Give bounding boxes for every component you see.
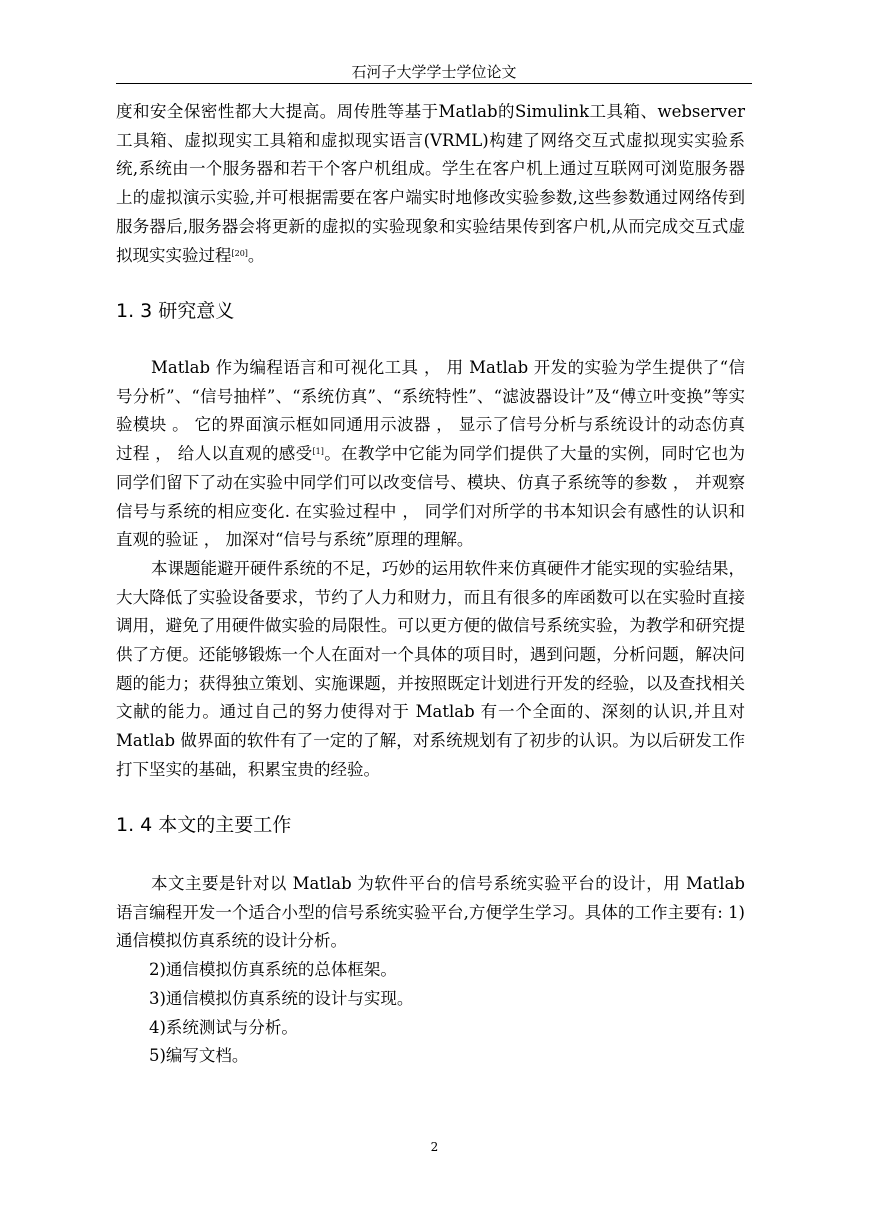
para-text: Matlab 作为编程语言和可视化工具 ， 用 Matlab 开发的实验为学生提供了“信号分析”、“信号抽样”、“系统仿真”、“系统特性”、“滤波器设计”及“傅立叶变换”等实验模块 。 它的界面演示框如同通用示波器 ， 显示了信号分析与系统设计的动态仿真过程 ， 给人以直观的感受 <box>116 358 745 464</box>
intro-tail: 。 <box>247 245 265 265</box>
section-heading-1-4: 1. 4 本文的主要工作 <box>116 814 292 836</box>
section-1-4-body <box>116 870 745 1071</box>
intro-paragraph <box>116 98 745 270</box>
citation: [20] <box>231 248 248 258</box>
para-text: 。在教学中它能为同学们提供了大量的实例，同时它也为同学们留下了动在实验中同学们可以改变信号、模块、仿真子系统等的参数 ， 并观察信号与系统的相应变化. 在实验过程中 ， 同学们对所学的书本知识会有感性的认识和直观的验证 ， 加深对“信号与系统”原理的理解。 <box>116 444 745 550</box>
page-number: 2 <box>430 1140 439 1154</box>
section-heading-1-3: 1. 3 研究意义 <box>116 300 235 322</box>
running-header: 石河子大学学士学位论文 <box>351 63 517 81</box>
header-rule <box>116 83 752 84</box>
section-1-3-para-2: 本课题能避开硬件系统的不足，巧妙的运用软件来仿真硬件才能实现的实验结果，大大降低了实验设备要求，节约了人力和财力，而且有很多的库函数可以在实验时直接调用，避免了用硬件做实验的局限性。可以更方便的做信号系统实验，为教学和研究提供了方便。还能够锻炼一个人在面对一个具体的项目时，遇到问题，分析问题，解决问题的能力；获得独立策划、实施课题，并按照既定计划进行开发的经验，以及查找相关文献的能力。通过自己的努力使得对于 Matlab 有一个全面的、深刻的认识,并且对 Matlab 做界面的软件有了一定的了解，对系统规划有了初步的认识。为以后研发工作打下坚实的基础，积累宝贵的经验。 <box>116 558 745 779</box>
section-1-4-para-1: 本文主要是针对以 Matlab 为软件平台的信号系统实验平台的设计，用 Matlab 语言编程开发一个适合小型的信号系统实验平台,方便学生学习。具体的工作主要有: 1)通信模拟仿真系统的设计分析。 <box>116 874 745 951</box>
intro-text: 度和安全保密性都大大提高。周传胜等基于Matlab的Simulink工具箱、webserver工具箱、虚拟现实工具箱和虚拟现实语言(VRML)构建了网络交互式虚拟现实实验系统,系统由一个服务器和若干个客户机组成。学生在客户机上通过互联网可浏览服务器上的虚拟演示实验,并可根据需要在客户端实时地修改实验参数,这些参数通过网络传到服务器后,服务器会将更新的虚拟的实验现象和实验结果传到客户机,从而完成交互式虚拟现实实验过程 <box>116 102 745 265</box>
list-item: 2)通信模拟仿真系统的总体框架。 <box>149 960 397 980</box>
list-item: 5)编写文档。 <box>149 1046 249 1066</box>
list-item: 3)通信模拟仿真系统的设计与实现。 <box>149 988 414 1008</box>
section-1-3-body <box>116 354 745 785</box>
list-item: 4)系统测试与分析。 <box>149 1017 298 1037</box>
citation: [1] <box>312 447 324 457</box>
section-1-3-para-1 <box>116 354 745 555</box>
